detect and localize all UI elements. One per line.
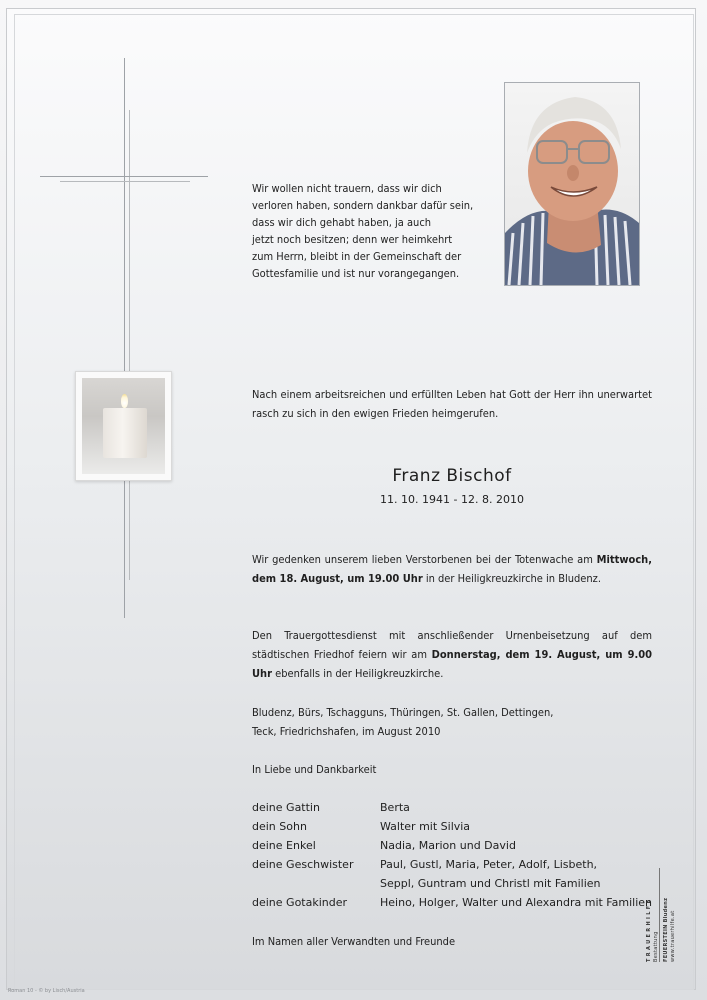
relative-names: Walter mit Silvia: [380, 820, 471, 833]
verse-line: jetzt noch besitzen; denn wer heimkehrt: [252, 233, 453, 246]
deceased-name: Franz Bischof: [392, 466, 512, 486]
wake-text: [252, 550, 652, 588]
relative-names: Heino, Holger, Walter und Alexandra mit Familien: [380, 896, 652, 909]
wake-date: Mittwoch, dem 18. August, um 19.00 Uhr: [252, 553, 652, 585]
relative-role: deine Enkel: [252, 839, 316, 852]
relative-row: [252, 798, 652, 817]
love-line: In Liebe und Dankbarkeit: [252, 763, 377, 776]
verse-line: Gottesfamilie und ist nur vorangegangen.: [252, 267, 460, 280]
intro-text: Nach einem arbeitsreichen und erfüllten Leben hat Gott der Herr ihn unerwartet rasch zu sich in den ewigen Frieden heimgerufen.: [252, 388, 652, 420]
service-text-start: Den Trauergottesdienst mit anschließender Urnenbeisetzung auf dem städtischen Friedhof feiern wir am: [252, 629, 652, 661]
brand-subtitle: Bestattung: [653, 931, 659, 962]
closing-line: Im Namen aller Verwandten und Freunde: [252, 935, 456, 948]
verse: [252, 180, 492, 282]
relative-role: dein Sohn: [252, 820, 307, 833]
wake-text-end: in der Heiligkreuzkirche in Bludenz.: [422, 572, 602, 585]
verse-line: zum Herrn, bleibt in der Gemeinschaft der: [252, 250, 462, 263]
relative-role: deine Gotakinder: [252, 896, 348, 909]
verse-line: verloren haben, sondern dankbar dafür sein,: [252, 199, 474, 212]
relative-row: [252, 874, 652, 893]
cross-bar: [40, 176, 208, 177]
candle-icon: [103, 408, 147, 458]
service-date: Donnerstag, dem 19. August, um 9.00 Uhr: [252, 648, 652, 680]
relative-row: [252, 855, 652, 874]
portrait-photo: [504, 82, 640, 286]
cross-bar-shadow: [60, 181, 190, 182]
verse-line: Wir wollen nicht trauern, dass wir dich: [252, 182, 442, 195]
relatives-list: [252, 798, 652, 912]
relative-names: Berta: [380, 801, 410, 814]
brand-url: www.trauerhilfe.at: [670, 910, 676, 962]
brand-divider: [659, 868, 660, 962]
places-line: Teck, Friedrichshafen, im August 2010: [252, 725, 441, 738]
relative-row: [252, 817, 652, 836]
places: [252, 703, 652, 741]
relative-role: deine Geschwister: [252, 858, 354, 871]
relative-names: Nadia, Marion und David: [380, 839, 516, 852]
flame-icon: [121, 394, 128, 408]
relative-role: [252, 874, 380, 893]
places-line: Bludenz, Bürs, Tschagguns, Thüringen, St. Gallen, Dettingen,: [252, 706, 554, 719]
relative-row: [252, 836, 652, 855]
relative-names: Paul, Gustl, Maria, Peter, Adolf, Lisbeth,: [380, 858, 598, 871]
verse-line: dass wir dich gehabt haben, ja auch: [252, 216, 432, 229]
candle-image: [75, 371, 172, 481]
relative-row: [252, 893, 652, 912]
service-text: [252, 626, 652, 683]
cross-icon: [124, 58, 125, 618]
relative-names: Seppl, Guntram und Christl mit Familien: [380, 877, 601, 890]
brand-name: FEUERSTEIN Bludenz: [663, 897, 669, 962]
brand-title: T R A U E R H I L F E: [646, 899, 652, 962]
relative-role: deine Gattin: [252, 801, 320, 814]
service-text-end: ebenfalls in der Heiligkreuzkirche.: [271, 667, 444, 680]
deceased-dates: 11. 10. 1941 - 12. 8. 2010: [380, 493, 524, 506]
footer-credit: Roman 10 - © by Lisch/Austria: [8, 988, 85, 994]
funeral-home-logo: [646, 866, 686, 966]
wake-text-start: Wir gedenken unserem lieben Verstorbenen bei der Totenwache am: [252, 553, 597, 566]
